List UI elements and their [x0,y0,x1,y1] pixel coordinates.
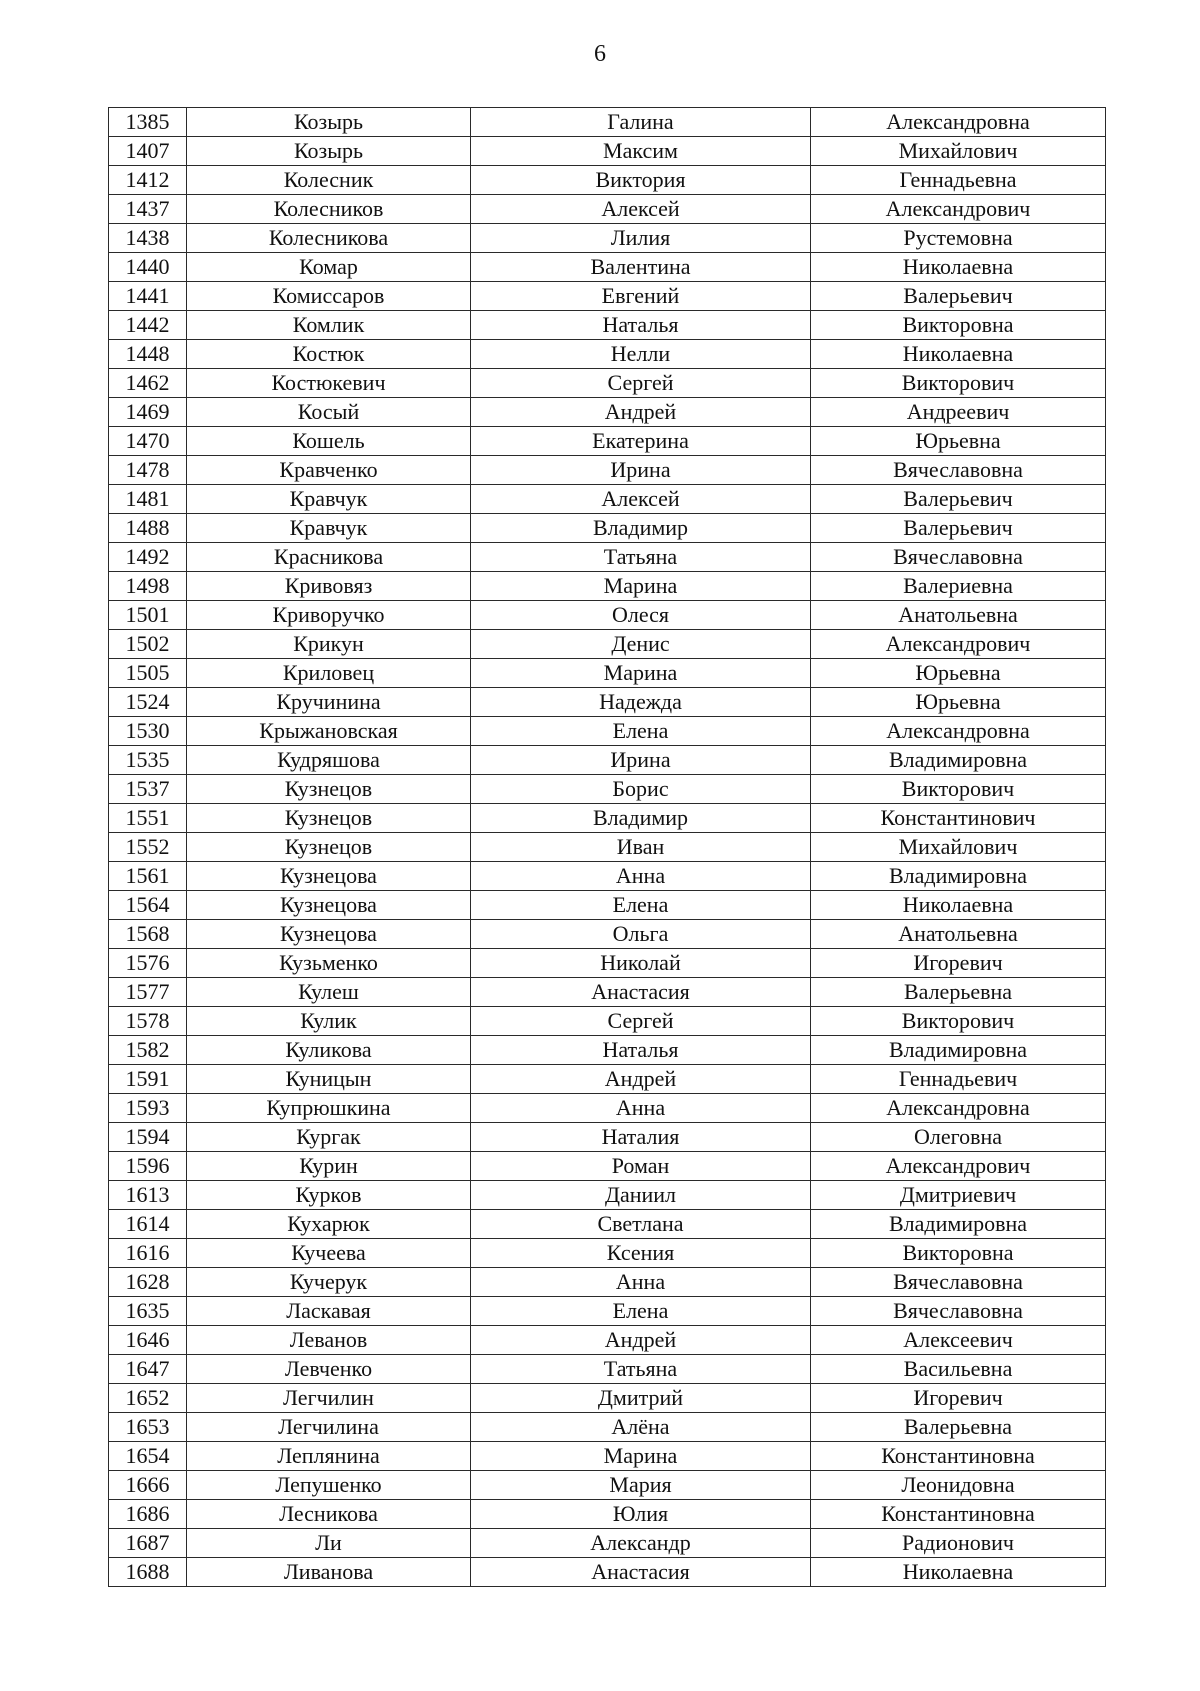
surname-cell: Крыжановская [187,717,471,746]
table-row [109,1442,1106,1471]
table-row [109,1297,1106,1326]
patronymic-cell: Радионович [811,1529,1106,1558]
table-row [109,485,1106,514]
patronymic-cell: Валерьевна [811,978,1106,1007]
table-row [109,1065,1106,1094]
roster-table-body [109,108,1106,1587]
given-name-cell: Максим [471,137,811,166]
record-number-cell: 1582 [109,1036,187,1065]
given-name-cell: Татьяна [471,543,811,572]
patronymic-cell: Игоревич [811,949,1106,978]
given-name-cell: Денис [471,630,811,659]
record-number-cell: 1591 [109,1065,187,1094]
patronymic-cell: Викторовна [811,1239,1106,1268]
record-number-cell: 1593 [109,1094,187,1123]
patronymic-cell: Валерьевич [811,282,1106,311]
table-row [109,166,1106,195]
record-number-cell: 1441 [109,282,187,311]
surname-cell: Ласкавая [187,1297,471,1326]
record-number-cell: 1686 [109,1500,187,1529]
record-number-cell: 1561 [109,862,187,891]
patronymic-cell: Юрьевна [811,427,1106,456]
patronymic-cell: Константинович [811,804,1106,833]
record-number-cell: 1564 [109,891,187,920]
given-name-cell: Наталия [471,1123,811,1152]
table-row [109,1007,1106,1036]
patronymic-cell: Александрович [811,1152,1106,1181]
surname-cell: Леванов [187,1326,471,1355]
surname-cell: Кривовяз [187,572,471,601]
given-name-cell: Наталья [471,1036,811,1065]
patronymic-cell: Александровна [811,717,1106,746]
surname-cell: Кравчук [187,514,471,543]
record-number-cell: 1613 [109,1181,187,1210]
record-number-cell: 1462 [109,369,187,398]
given-name-cell: Роман [471,1152,811,1181]
surname-cell: Куликова [187,1036,471,1065]
patronymic-cell: Викторович [811,775,1106,804]
record-number-cell: 1577 [109,978,187,1007]
given-name-cell: Дмитрий [471,1384,811,1413]
record-number-cell: 1505 [109,659,187,688]
table-row [109,1094,1106,1123]
surname-cell: Левченко [187,1355,471,1384]
patronymic-cell: Михайлович [811,833,1106,862]
patronymic-cell: Анатольевна [811,601,1106,630]
given-name-cell: Николай [471,949,811,978]
table-row [109,340,1106,369]
patronymic-cell: Вячеславовна [811,456,1106,485]
patronymic-cell: Александрович [811,195,1106,224]
table-row [109,311,1106,340]
given-name-cell: Марина [471,572,811,601]
record-number-cell: 1469 [109,398,187,427]
given-name-cell: Светлана [471,1210,811,1239]
given-name-cell: Алёна [471,1413,811,1442]
surname-cell: Кучерук [187,1268,471,1297]
surname-cell: Курков [187,1181,471,1210]
given-name-cell: Иван [471,833,811,862]
table-row [109,688,1106,717]
table-row [109,1500,1106,1529]
table-row [109,920,1106,949]
table-row [109,1326,1106,1355]
record-number-cell: 1412 [109,166,187,195]
record-number-cell: 1647 [109,1355,187,1384]
patronymic-cell: Олеговна [811,1123,1106,1152]
table-row [109,862,1106,891]
patronymic-cell: Константиновна [811,1500,1106,1529]
given-name-cell: Алексей [471,195,811,224]
table-row [109,891,1106,920]
surname-cell: Крикун [187,630,471,659]
surname-cell: Колесников [187,195,471,224]
given-name-cell: Надежда [471,688,811,717]
surname-cell: Кучеева [187,1239,471,1268]
given-name-cell: Галина [471,108,811,137]
patronymic-cell: Александровна [811,108,1106,137]
patronymic-cell: Александрович [811,630,1106,659]
record-number-cell: 1568 [109,920,187,949]
given-name-cell: Анна [471,1094,811,1123]
patronymic-cell: Вячеславовна [811,1297,1106,1326]
table-row [109,833,1106,862]
patronymic-cell: Викторович [811,1007,1106,1036]
given-name-cell: Виктория [471,166,811,195]
given-name-cell: Валентина [471,253,811,282]
record-number-cell: 1614 [109,1210,187,1239]
table-row [109,1181,1106,1210]
table-row [109,282,1106,311]
given-name-cell: Анна [471,1268,811,1297]
table-row [109,137,1106,166]
given-name-cell: Нелли [471,340,811,369]
patronymic-cell: Владимировна [811,862,1106,891]
table-row [109,108,1106,137]
given-name-cell: Сергей [471,1007,811,1036]
table-row [109,543,1106,572]
record-number-cell: 1438 [109,224,187,253]
table-row [109,1210,1106,1239]
patronymic-cell: Вячеславовна [811,543,1106,572]
surname-cell: Кузьменко [187,949,471,978]
record-number-cell: 1653 [109,1413,187,1442]
given-name-cell: Татьяна [471,1355,811,1384]
surname-cell: Кузнецова [187,891,471,920]
patronymic-cell: Рустемовна [811,224,1106,253]
surname-cell: Кузнецова [187,862,471,891]
patronymic-cell: Михайлович [811,137,1106,166]
table-row [109,601,1106,630]
given-name-cell: Юлия [471,1500,811,1529]
table-row [109,427,1106,456]
patronymic-cell: Валерьевич [811,485,1106,514]
patronymic-cell: Валерьевна [811,1413,1106,1442]
record-number-cell: 1628 [109,1268,187,1297]
table-row [109,949,1106,978]
given-name-cell: Елена [471,1297,811,1326]
table-row [109,1123,1106,1152]
table-row [109,253,1106,282]
given-name-cell: Ирина [471,746,811,775]
patronymic-cell: Александровна [811,1094,1106,1123]
record-number-cell: 1654 [109,1442,187,1471]
given-name-cell: Елена [471,891,811,920]
record-number-cell: 1478 [109,456,187,485]
given-name-cell: Борис [471,775,811,804]
surname-cell: Комиссаров [187,282,471,311]
record-number-cell: 1407 [109,137,187,166]
table-row [109,572,1106,601]
table-row [109,1529,1106,1558]
patronymic-cell: Андреевич [811,398,1106,427]
patronymic-cell: Николаевна [811,891,1106,920]
table-row [109,514,1106,543]
patronymic-cell: Валериевна [811,572,1106,601]
surname-cell: Красникова [187,543,471,572]
table-row [109,630,1106,659]
patronymic-cell: Геннадьевна [811,166,1106,195]
given-name-cell: Марина [471,659,811,688]
record-number-cell: 1492 [109,543,187,572]
given-name-cell: Ксения [471,1239,811,1268]
patronymic-cell: Владимировна [811,1210,1106,1239]
surname-cell: Колесник [187,166,471,195]
table-row [109,978,1106,1007]
table-row [109,717,1106,746]
record-number-cell: 1687 [109,1529,187,1558]
table-row [109,369,1106,398]
patronymic-cell: Леонидовна [811,1471,1106,1500]
record-number-cell: 1537 [109,775,187,804]
record-number-cell: 1437 [109,195,187,224]
surname-cell: Колесникова [187,224,471,253]
patronymic-cell: Вячеславовна [811,1268,1106,1297]
table-row [109,1268,1106,1297]
given-name-cell: Марина [471,1442,811,1471]
surname-cell: Лесникова [187,1500,471,1529]
table-row [109,1239,1106,1268]
table-row [109,775,1106,804]
record-number-cell: 1488 [109,514,187,543]
surname-cell: Легчилин [187,1384,471,1413]
patronymic-cell: Васильевна [811,1355,1106,1384]
surname-cell: Кулик [187,1007,471,1036]
given-name-cell: Владимир [471,514,811,543]
given-name-cell: Анастасия [471,978,811,1007]
roster-table [108,107,1106,1587]
given-name-cell: Андрей [471,1326,811,1355]
given-name-cell: Евгений [471,282,811,311]
patronymic-cell: Валерьевич [811,514,1106,543]
surname-cell: Курин [187,1152,471,1181]
surname-cell: Кузнецов [187,775,471,804]
patronymic-cell: Константиновна [811,1442,1106,1471]
record-number-cell: 1552 [109,833,187,862]
table-row [109,1471,1106,1500]
patronymic-cell: Юрьевна [811,659,1106,688]
surname-cell: Кручинина [187,688,471,717]
surname-cell: Кузнецова [187,920,471,949]
given-name-cell: Александр [471,1529,811,1558]
record-number-cell: 1688 [109,1558,187,1587]
surname-cell: Криловец [187,659,471,688]
patronymic-cell: Юрьевна [811,688,1106,717]
given-name-cell: Даниил [471,1181,811,1210]
given-name-cell: Анастасия [471,1558,811,1587]
table-row [109,659,1106,688]
patronymic-cell: Геннадьевич [811,1065,1106,1094]
surname-cell: Кургак [187,1123,471,1152]
surname-cell: Кухарюк [187,1210,471,1239]
surname-cell: Лепушенко [187,1471,471,1500]
record-number-cell: 1502 [109,630,187,659]
given-name-cell: Андрей [471,1065,811,1094]
record-number-cell: 1551 [109,804,187,833]
record-number-cell: 1498 [109,572,187,601]
patronymic-cell: Дмитриевич [811,1181,1106,1210]
record-number-cell: 1646 [109,1326,187,1355]
surname-cell: Купрюшкина [187,1094,471,1123]
table-row [109,1355,1106,1384]
record-number-cell: 1501 [109,601,187,630]
table-row [109,1413,1106,1442]
record-number-cell: 1616 [109,1239,187,1268]
table-row [109,804,1106,833]
table-row [109,195,1106,224]
surname-cell: Ливанова [187,1558,471,1587]
surname-cell: Комар [187,253,471,282]
surname-cell: Кравченко [187,456,471,485]
surname-cell: Леплянина [187,1442,471,1471]
record-number-cell: 1635 [109,1297,187,1326]
patronymic-cell: Николаевна [811,1558,1106,1587]
given-name-cell: Анна [471,862,811,891]
surname-cell: Кошель [187,427,471,456]
given-name-cell: Сергей [471,369,811,398]
patronymic-cell: Алексеевич [811,1326,1106,1355]
given-name-cell: Владимир [471,804,811,833]
surname-cell: Кулеш [187,978,471,1007]
record-number-cell: 1576 [109,949,187,978]
patronymic-cell: Николаевна [811,253,1106,282]
surname-cell: Легчилина [187,1413,471,1442]
record-number-cell: 1385 [109,108,187,137]
table-row [109,1152,1106,1181]
table-row [109,224,1106,253]
record-number-cell: 1578 [109,1007,187,1036]
table-row [109,398,1106,427]
surname-cell: Козырь [187,108,471,137]
given-name-cell: Ольга [471,920,811,949]
record-number-cell: 1448 [109,340,187,369]
record-number-cell: 1535 [109,746,187,775]
surname-cell: Костюк [187,340,471,369]
table-row [109,746,1106,775]
record-number-cell: 1596 [109,1152,187,1181]
given-name-cell: Екатерина [471,427,811,456]
surname-cell: Кравчук [187,485,471,514]
record-number-cell: 1442 [109,311,187,340]
table-row [109,1384,1106,1413]
record-number-cell: 1594 [109,1123,187,1152]
given-name-cell: Елена [471,717,811,746]
surname-cell: Кузнецов [187,804,471,833]
record-number-cell: 1524 [109,688,187,717]
record-number-cell: 1530 [109,717,187,746]
surname-cell: Кузнецов [187,833,471,862]
patronymic-cell: Владимировна [811,746,1106,775]
record-number-cell: 1470 [109,427,187,456]
page-number: 6 [594,41,606,67]
record-number-cell: 1652 [109,1384,187,1413]
patronymic-cell: Викторович [811,369,1106,398]
surname-cell: Комлик [187,311,471,340]
table-row [109,456,1106,485]
table-row [109,1558,1106,1587]
patronymic-cell: Анатольевна [811,920,1106,949]
surname-cell: Ли [187,1529,471,1558]
given-name-cell: Лилия [471,224,811,253]
given-name-cell: Алексей [471,485,811,514]
record-number-cell: 1440 [109,253,187,282]
surname-cell: Козырь [187,137,471,166]
given-name-cell: Ирина [471,456,811,485]
record-number-cell: 1481 [109,485,187,514]
table-row [109,1036,1106,1065]
patronymic-cell: Владимировна [811,1036,1106,1065]
patronymic-cell: Игоревич [811,1384,1106,1413]
patronymic-cell: Николаевна [811,340,1106,369]
surname-cell: Криворучко [187,601,471,630]
record-number-cell: 1666 [109,1471,187,1500]
given-name-cell: Олеся [471,601,811,630]
given-name-cell: Наталья [471,311,811,340]
surname-cell: Костюкевич [187,369,471,398]
surname-cell: Куницын [187,1065,471,1094]
given-name-cell: Андрей [471,398,811,427]
given-name-cell: Мария [471,1471,811,1500]
surname-cell: Кудряшова [187,746,471,775]
patronymic-cell: Викторовна [811,311,1106,340]
surname-cell: Косый [187,398,471,427]
